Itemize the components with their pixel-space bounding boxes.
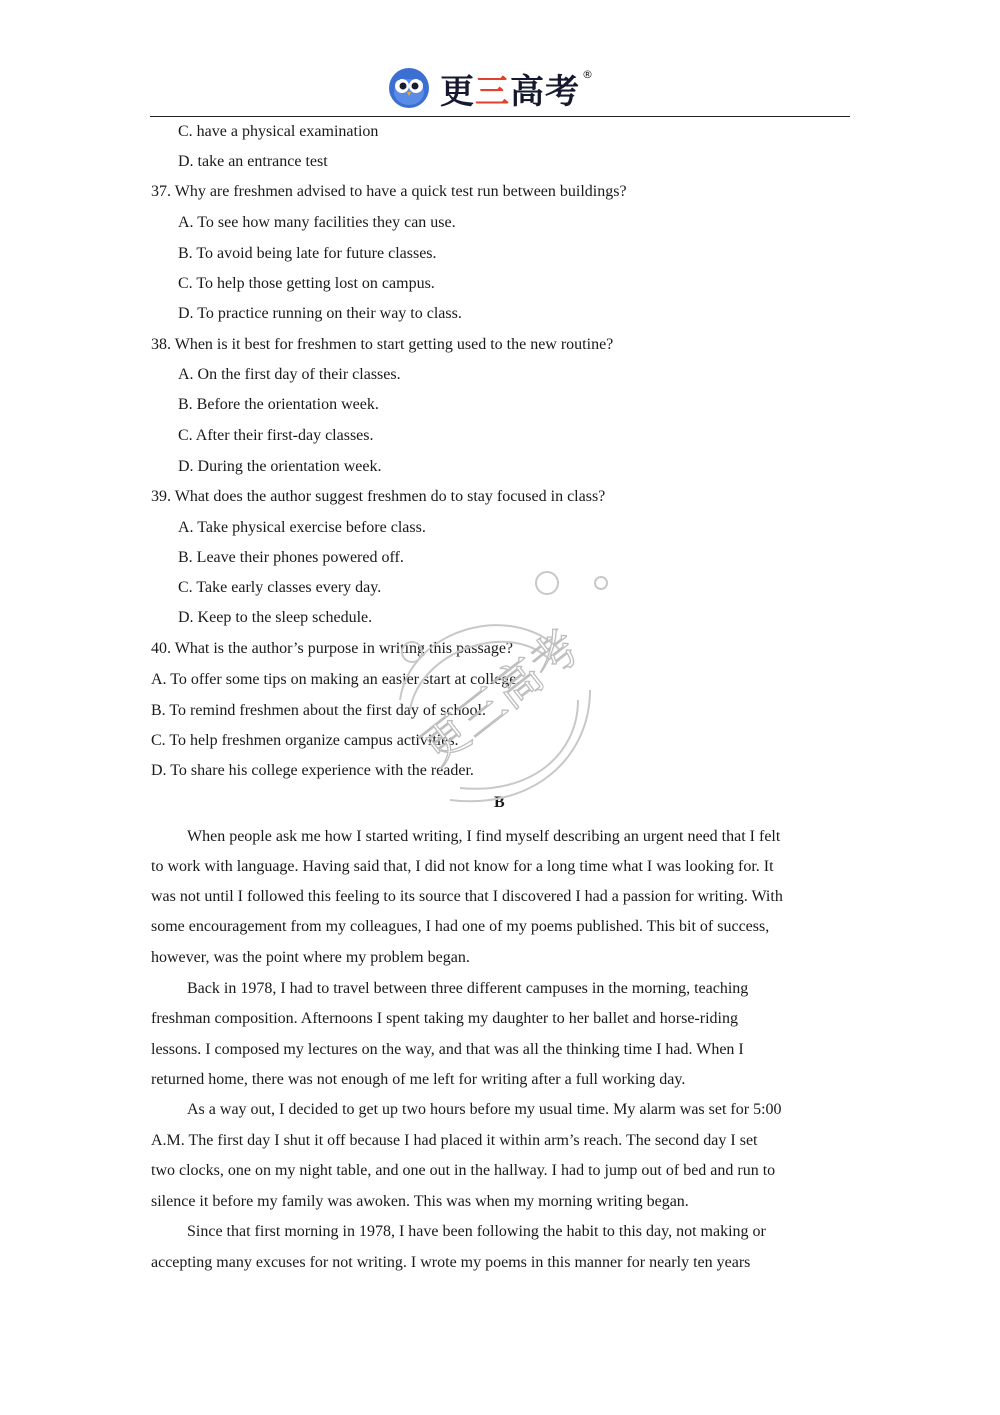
q40-stem: 40. What is the author’s purpose in writing this passage? [151,640,514,657]
passage-line: to work with language. Having said that, I did not know for a long time what I was looking for. It [151,858,774,875]
q37-option-a: A. To see how many facilities they can use. [178,214,456,231]
passage-line: lessons. I composed my lectures on the way, and that was all the thinking time I had. When I [151,1041,744,1058]
owl-logo-icon [388,67,430,109]
q40-option-a: A. To offer some tips on making an easier start at college. [151,671,521,688]
page-header [150,62,850,117]
passage-line: freshman composition. Afternoons I spent taking my daughter to her ballet and horse-riding [151,1010,738,1027]
q39-option-b: B. Leave their phones powered off. [178,549,404,566]
passage-line: however, was the point where my problem began. [151,949,470,966]
q39-option-d: D. Keep to the sleep schedule. [178,609,373,626]
passage-line: was not until I followed this feeling to its source that I discovered I had a passion for writing. With [151,888,783,905]
passage-line: some encouragement from my colleagues, I had one of my poems published. This bit of success, [151,918,770,935]
passage-line: accepting many excuses for not writing. I wrote my poems in this manner for nearly ten years [151,1254,751,1271]
q38-option-c: C. After their first-day classes. [178,427,374,444]
q36-option-c: C. have a physical examination [178,123,379,140]
passage-line: When people ask me how I started writing, I find myself describing an urgent need that I felt [187,828,781,845]
q36-option-d: D. take an entrance test [178,153,328,170]
section-b-title: B [494,794,505,811]
q37-option-b: B. To avoid being late for future classes. [178,245,437,262]
passage-line: returned home, there was not enough of me left for writing after a full working day. [151,1071,686,1088]
q37-option-c: C. To help those getting lost on campus. [178,275,435,292]
q39-stem: 39. What does the author suggest freshmen do to stay focused in class? [151,488,606,505]
q37-stem: 37. Why are freshmen advised to have a quick test run between buildings? [151,183,627,200]
passage-line: A.M. The first day I shut it off because I had placed it within arm’s reach. The second day I set [151,1132,758,1149]
q38-option-a: A. On the first day of their classes. [178,366,401,383]
passage-line: two clocks, one on my night table, and one out in the hallway. I had to jump out of bed and run to [151,1162,776,1179]
q40-option-d: D. To share his college experience with the reader. [151,762,474,779]
q38-option-b: B. Before the orientation week. [178,396,379,413]
passage-line: silence it before my family was awoken. This was when my morning writing began. [151,1193,689,1210]
q37-option-d: D. To practice running on their way to class. [178,305,462,322]
brand-name: 更三高考 [440,71,580,112]
passage-line: Since that first morning in 1978, I have been following the habit to this day, not making or [187,1223,766,1240]
q39-option-c: C. Take early classes every day. [178,579,382,596]
watermark-text: 更三高考 [411,619,590,776]
registered-mark: ® [582,68,593,81]
q39-option-a: A. Take physical exercise before class. [178,519,426,536]
q38-option-d: D. During the orientation week. [178,458,382,475]
q38-stem: 38. When is it best for freshmen to start getting used to the new routine? [151,336,614,353]
brand-watermark [390,560,630,820]
q40-option-c: C. To help freshmen organize campus activities. [151,732,459,749]
passage-line: Back in 1978, I had to travel between three different campuses in the morning, teaching [187,980,749,997]
passage-line: As a way out, I decided to get up two hours before my usual time. My alarm was set for 5:00 [187,1101,782,1118]
brand-logo [388,66,593,110]
q40-option-b: B. To remind freshmen about the first day of school. [151,702,486,719]
